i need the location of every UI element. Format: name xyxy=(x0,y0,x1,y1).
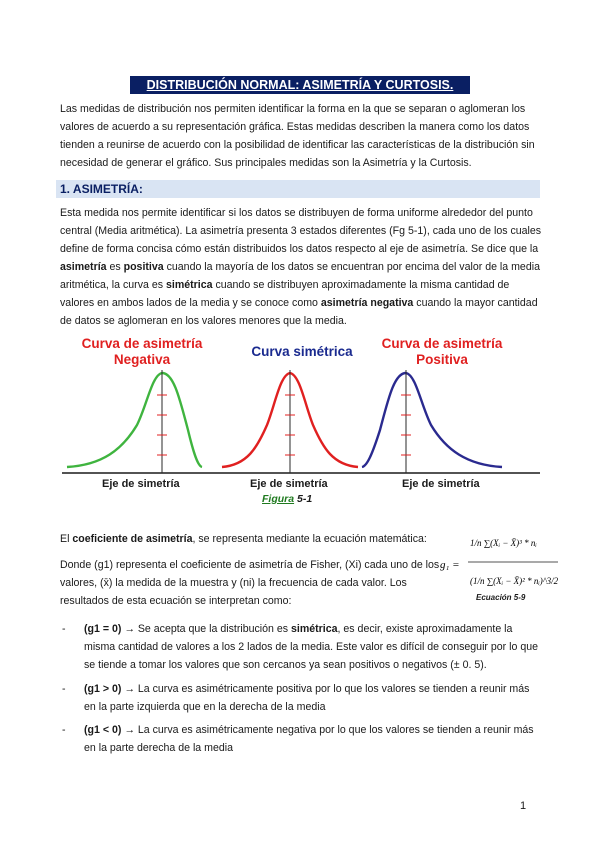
coef-bold: coeficiente de asimetría xyxy=(72,533,193,545)
p1-text-g: cuando se distribuyen aproximadamente la misma cantidad de valores en ambos lados de la media y se conoce como xyxy=(60,279,510,309)
p1-bold-asimetria-negativa: asimetría negativa xyxy=(320,297,414,309)
curve-title-positiva-line1: Curva de asimetría xyxy=(381,336,503,351)
svg-text:g₁ =: g₁ = xyxy=(440,559,460,571)
p1-bold-simetrica: simétrica xyxy=(165,279,213,291)
bullet-arrow-text: → Se acepta que la distribución es xyxy=(121,623,291,635)
bullet-lead: (g1 > 0) xyxy=(84,683,122,695)
svg-text:(1/n ∑(Xᵢ − X̄)² * nᵢ)^3/2: (1/n ∑(Xᵢ − X̄)² * nᵢ)^3/2 xyxy=(470,576,559,586)
axis-label-negativa: Eje de simetría xyxy=(102,478,180,490)
figure-caption xyxy=(262,493,312,505)
equation-caption: Ecuación 5-9 xyxy=(476,593,526,602)
donde-xbar: (x̄) xyxy=(100,577,113,589)
axis-label-simetrica: Eje de simetría xyxy=(250,478,328,490)
curve-title-simetrica-line1: Curva simétrica xyxy=(251,344,353,359)
curve-negativa xyxy=(67,373,202,467)
bullet-rest: , es decir, existe aproximadamente la misma cantidad de valores a los 2 lados de la media. Este valor es difícil de conseguir por lo que se tiende a tomar los valores que son cercanos ya sean positivos o negativos (± 0. 5). xyxy=(84,623,539,671)
page-title-text: DISTRIBUCIÓN NORMAL: ASIMETRÍA Y CURTOSIS. xyxy=(146,78,454,92)
curve-title-positiva xyxy=(362,336,522,368)
svg-text:1/n ∑(Xᵢ − X̄)³ * nᵢ: 1/n ∑(Xᵢ − X̄)³ * nᵢ xyxy=(470,538,537,548)
donde-text-a: Donde (g1) representa el coeficiente de asimetría de Fisher, (Xi) cada uno de los valores, xyxy=(60,559,440,589)
coef-text-c: , se representa mediante la ecuación matemática: xyxy=(192,533,427,545)
bullet-lead: (g1 < 0) xyxy=(84,724,122,736)
bullet-lead: (g1 = 0) xyxy=(84,623,122,635)
p1-text-c: es xyxy=(106,261,124,273)
curve-title-negativa-line2: Negativa xyxy=(113,352,171,367)
bullet-text xyxy=(84,680,540,716)
curve-positiva xyxy=(362,373,502,467)
asimetria-paragraph xyxy=(60,204,542,330)
curve-title-negativa xyxy=(62,336,222,368)
bullet-bold-simetrica: simétrica xyxy=(291,623,338,635)
coef-paragraph xyxy=(60,530,440,548)
p1-text-i: cuando la mayor cantidad de datos se aglomeran en los valores menores que la media. xyxy=(60,297,538,327)
bullet-arrow-text: → La curva es asimétricamente positiva por lo que los valores se tienden a reunir más en la parte izquierda que en la derecha de la media xyxy=(84,683,530,713)
p1-text-e: cuando la mayoría de los datos se encuentran por encima del valor de la media aritmética, la curva es xyxy=(60,261,540,291)
section-heading-asimetria: 1. ASIMETRÍA: xyxy=(56,180,540,198)
bullet-dash: - xyxy=(62,623,66,635)
page-number: 1 xyxy=(520,800,527,812)
bullet-dash: - xyxy=(62,683,66,695)
donde-paragraph xyxy=(60,556,446,610)
bullet-dash: - xyxy=(62,724,66,736)
curves-svg xyxy=(62,370,540,530)
curve-title-simetrica xyxy=(222,344,382,360)
bullet-text xyxy=(84,721,540,757)
bullet-text xyxy=(84,620,540,674)
p1-bold-asimetria: asimetría xyxy=(60,261,107,273)
figure-caption-number: 5-1 xyxy=(294,493,313,505)
page-title xyxy=(130,76,470,94)
p1-text-a: Esta medida nos permite identificar si los datos se distribuyen de forma uniforme alrededor del punto central (Media aritmética). La asimetría presenta 3 estados diferentes (Fg 5-1), cada uno de los cuales define de forma concisa cómo están distribuidos los datos respecto al eje de asimetría. Se dice que la xyxy=(60,207,542,255)
figure-skewness-curves xyxy=(62,330,540,520)
curve-title-positiva-line2: Positiva xyxy=(416,352,468,367)
coef-text-a: El xyxy=(60,533,73,545)
axis-label-positiva: Eje de simetría xyxy=(402,478,480,490)
p1-bold-positiva: positiva xyxy=(123,261,164,273)
intro-paragraph: Las medidas de distribución nos permiten identificar la forma en la que se separan o aglomeran los valores de acuerdo a su representación gráfica. Estas medidas describen la manera como los datos tienden a reunirse de acuerdo con la posibilidad de identificar las características de la distribución sin necesidad de generar el gráfico. Sus principales medidas son la Asimetría y la Curtosis. xyxy=(60,103,535,169)
bullet-g1-negative xyxy=(62,721,542,757)
bullet-arrow-text: → La curva es asimétricamente negativa por lo que los valores se tienden a reunir más en la parte derecha de la media xyxy=(84,724,534,754)
bullet-g1-zero xyxy=(62,620,542,674)
figure-caption-link[interactable]: Figura xyxy=(262,493,295,505)
donde-text-b: la medida de la muestra y (ni) la frecuencia de cada valor. Los resultados de esta ecuación se interpretan como: xyxy=(60,577,407,607)
bullet-g1-positive xyxy=(62,680,542,716)
curve-title-negativa-line1: Curva de asimetría xyxy=(81,336,203,351)
